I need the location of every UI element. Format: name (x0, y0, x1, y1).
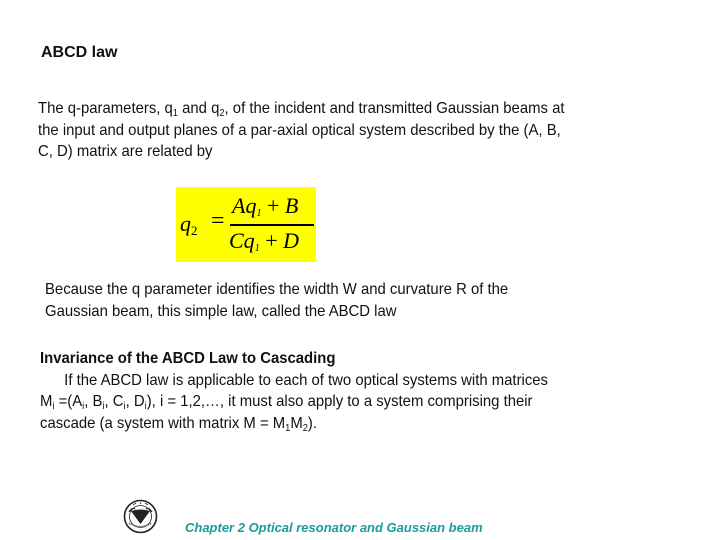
explanation-line-1: Because the q parameter identifies the width W and curvature R of the (45, 281, 509, 298)
formula-numerator: $Aq_1 + B$ (232, 193, 299, 219)
cascading-line-2: $M_i =(A_i$, $B_i$, $C_i$, $D_i$), i = 1,2,…, it must also apply to a system comprising their (40, 393, 533, 412)
footer-chapter-title: Chapter 2 Optical resonator and Gaussian beam (185, 520, 483, 535)
cascading-line-1: If the ABCD law is applicable to each of two optical systems with matrices (64, 371, 548, 389)
cascading-heading: Invariance of the ABCD Law to Cascading (40, 350, 336, 367)
formula-lhs: $q_2$ (180, 211, 198, 238)
intro-line-3: C, D) matrix are related by (38, 143, 213, 160)
explanation-paragraph (45, 279, 715, 322)
formula-equals: = (211, 208, 225, 234)
explanation-line-2: Gaussian beam, this simple law, called the ABCD law (45, 302, 397, 320)
cascading-paragraph (40, 348, 710, 434)
intro-line-1: The q-parameters, $q_1$ and $q_2$, of the incident and transmitted Gaussian beams at (38, 100, 565, 119)
slide-title: ABCD law (41, 44, 118, 61)
fraction-bar (230, 224, 314, 226)
abcd-formula-box (176, 187, 316, 262)
intro-paragraph (38, 98, 708, 163)
intro-line-2: the input and output planes of a par-axial optical system described by the (A, B, (38, 121, 561, 139)
formula-denominator: $Cq_1 + D$ (229, 228, 299, 254)
cascading-line-3: cascade (a system with matrix $M = M_1M_2$). (40, 414, 318, 434)
university-seal-icon (123, 499, 158, 534)
